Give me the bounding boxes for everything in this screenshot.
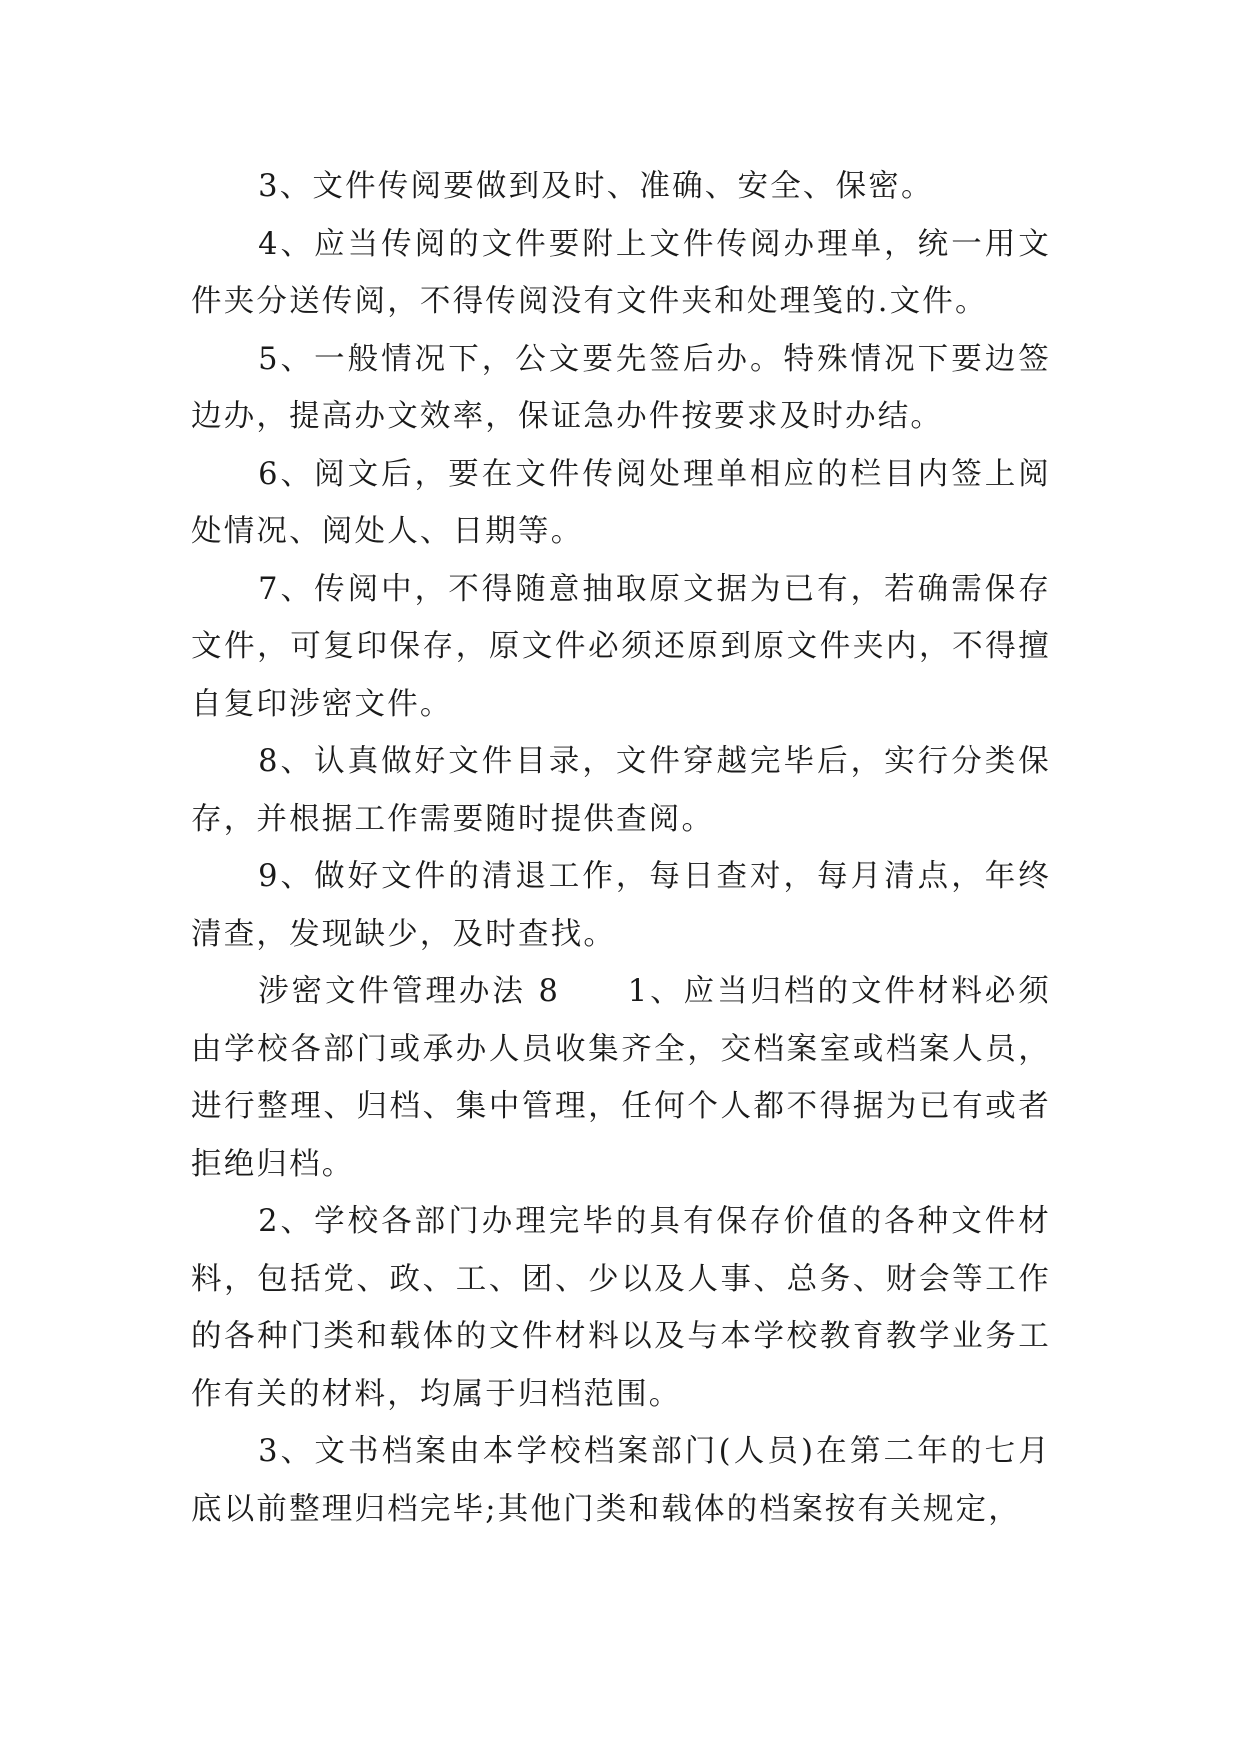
paragraph-8-file-catalog: 8、认真做好文件目录，文件穿越完毕后，实行分类保存，并根据工作需要随时提供查阅。 [191, 744, 1051, 837]
paragraph-4-circulation-form: 4、应当传阅的文件要附上文件传阅办理单，统一用文件夹分送传阅，不得传阅没有文件夹和处理笺的.文件。 [191, 226, 1051, 319]
paragraph-archiving-2: 2、学校各部门办理完毕的具有保存价值的各种文件材料，包括党、政、工、团、少以及人事、总务、财会等工作的各种门类和载体的文件材料以及与本学校教育教学业务工作有关的材料，均属于归档范围。 [191, 1204, 1051, 1412]
paragraph-archiving-3: 3、文书档案由本学校档案部门(人员)在第二年的七月底以前整理归档完毕;其他门类和载体的档案按有关规定， [191, 1434, 1051, 1527]
paragraph-9-file-return: 9、做好文件的清退工作，每日查对，每月清点，年终清查，发现缺少，及时查找。 [191, 859, 1051, 952]
paragraph-archiving-1: 涉密文件管理办法 8 1、应当归档的文件材料必须由学校各部门或承办人员收集齐全，交档案室或档案人员，进行整理、归档、集中管理，任何个人都不得据为已有或者拒绝归档。 [191, 974, 1051, 1182]
paragraph-7-no-extraction: 7、传阅中，不得随意抽取原文据为已有，若确需保存文件，可复印保存，原文件必须还原到原文件夹内，不得擅自复印涉密文件。 [191, 571, 1051, 722]
paragraph-3-circulation-requirements: 3、文件传阅要做到及时、准确、安全、保密。 [258, 169, 934, 204]
paragraph-6-after-reading: 6、阅文后，要在文件传阅处理单相应的栏目内签上阅处情况、阅处人、日期等。 [191, 456, 1051, 549]
document-body [191, 158, 1051, 1538]
paragraph-5-sign-then-handle: 5、一般情况下，公文要先签后办。特殊情况下要边签边办，提高办文效率，保证急办件按要求及时办结。 [191, 341, 1051, 434]
